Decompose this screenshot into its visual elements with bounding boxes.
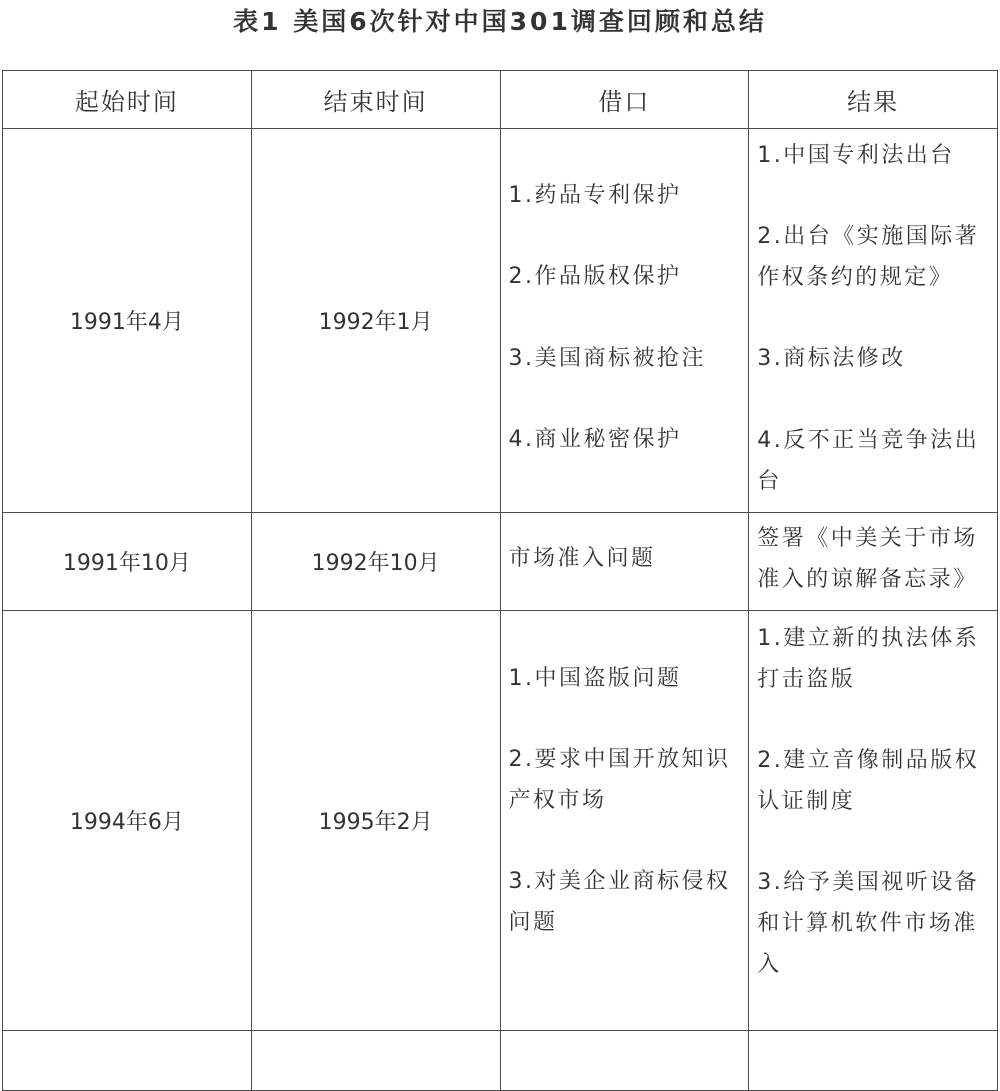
reason-item: 1.中国盗版问题 [508, 666, 682, 691]
reason-item: 市场准入问题 [508, 546, 656, 571]
reason-item: 2.作品版权保护 [508, 264, 682, 290]
reason-item: 2.要求中国开放知识产权市场 [508, 747, 731, 814]
result-item: 3.商标法修改 [757, 346, 906, 372]
reason-item: 4.商业秘密保护 [508, 427, 682, 453]
result-item: 1.中国专利法出台 [757, 143, 955, 168]
empty-cell [749, 1031, 998, 1091]
reason-item: 3.对美企业商标侵权问题 [508, 869, 731, 936]
empty-cell [252, 1031, 501, 1091]
result-item: 1.建立新的执法体系打击盗版 [757, 626, 980, 692]
start-time-cell: 1991年4月 [3, 129, 252, 513]
result-item: 2.出台《实施国际著作权条约的规定》 [757, 224, 980, 291]
reason-cell [501, 611, 750, 1031]
end-time-cell: 1992年10月 [252, 513, 501, 611]
start-time-cell: 1994年6月 [3, 611, 252, 1031]
header-start-time: 起始时间 [3, 71, 252, 129]
table-row [3, 513, 998, 611]
result-item: 签署《中美关于市场准入的谅解备忘录》 [757, 526, 978, 592]
reason-item: 1.药品专利保护 [508, 183, 682, 208]
result-item: 4.反不正当竞争法出台 [757, 427, 980, 494]
table-header-row [3, 71, 998, 129]
table-title: 表1 美国6次针对中国301调查回顾和总结 [233, 7, 767, 36]
header-reason: 借口 [501, 71, 750, 129]
start-time-cell: 1991年10月 [3, 513, 252, 611]
table-row [3, 129, 998, 513]
header-end-time: 结束时间 [252, 71, 501, 129]
reason-cell [501, 129, 750, 513]
result-cell [749, 611, 998, 1031]
end-time-cell: 1992年1月 [252, 129, 501, 513]
result-cell [749, 513, 998, 611]
result-item: 2.建立音像制品版权认证制度 [757, 748, 980, 814]
header-result: 结果 [749, 71, 998, 129]
result-cell [749, 129, 998, 513]
table-row [3, 611, 998, 1031]
table-row-partial [3, 1031, 998, 1091]
reason-cell [501, 513, 750, 611]
result-item: 3.给予美国视听设备和计算机软件市场准入 [757, 870, 980, 977]
empty-cell [501, 1031, 750, 1091]
empty-cell [3, 1031, 252, 1091]
investigation-table [2, 70, 998, 1091]
reason-item: 3.美国商标被抢注 [508, 345, 706, 371]
end-time-cell: 1995年2月 [252, 611, 501, 1031]
